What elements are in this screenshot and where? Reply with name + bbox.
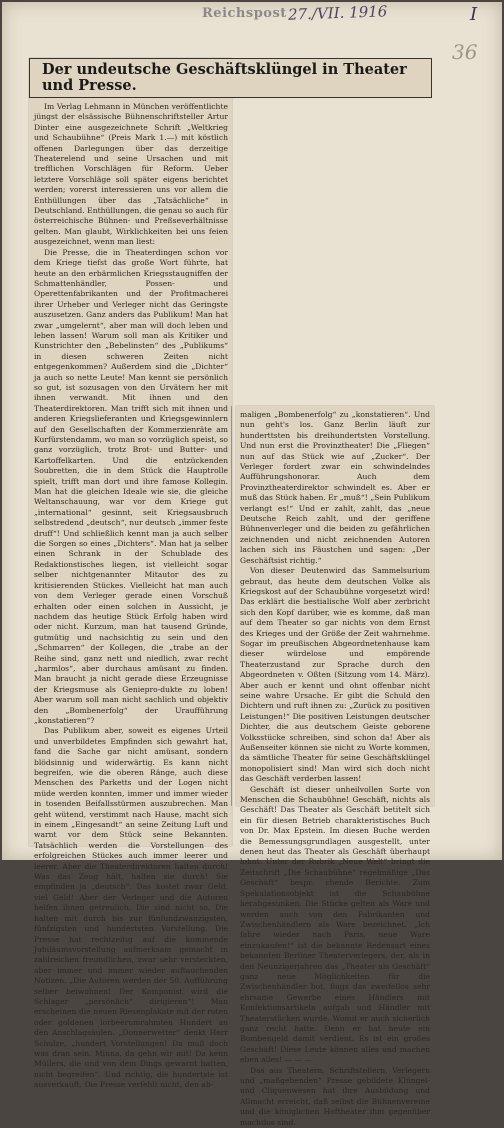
roman-numeral-mark: I (470, 4, 478, 25)
handwritten-date: 27./VII. 1916 (287, 2, 388, 24)
archive-sheet (2, 2, 502, 1127)
paragraph: Im Verlag Lehmann in München veröffentlichte jüngst der elsässische Bühnenschriftsteller Artur Dinter eine ausgezeichnete Schrift „Weltkrieg und Schaubühne“ (Preis Mark 1.—) mit köstlich offenen Darlegungen über das derzeitige Theaterelend und seine Ursachen und mit trefflichen Vorschlägen für Reform. Ueber letztere Vorschläge soll später eigens berichtet werden; vorerst interessieren uns vor allem die Enthüllungen über das „Tatsächliche“ in Deutschland. Enthüllungen, die genau so auch für österreichische Bühnen- und Preßseverhältnisse gelten. Man glaubt, Wirklichkeiten bei uns feien ausgezeichnet, wenn man liest: (34, 102, 228, 247)
paragraph: Das Publikum aber, soweit es eigenes Urteil und unverbildetes Empfinden sich gewahrt hat, fand die Sache gar nicht amüsant, sondern blödsinnig und widerwärtig. Es kann nicht begreifen, wie die oberen Ränge, auch diese Menschen des Parketts und der Logen nicht müde werden konnten, immer und immer wieder in tosenden Beifallsstürmen auszubrechen. Man geht wütend, verstimmt nach Hause, macht sich in einem „Eingesandt“ an seine Zeitung Luft und warnt vor dem Stück seine Bekannten. Tatsächlich werden die Vorstellungen des erfolgreichen Stückes auch immer leerer und leerer. Aber die Theaterdirektoren halten durch! Was das Zeug hält, halten sie durch! Sie empfinden ja „deutsch“. Das kostet zwar Geld, viel Geld! Aber der Verleger und die Autoren helfen ihnen getreulich. Die sind nicht so. Die halten mit durch bis zur fünfundzwanzigsten, fünfzigsten und hundertsten Vorstellung. Die Presse hat rechtzeitig auf die kommende Jubiläumsvorstellung aufmerksam gemacht in zahlreichen freundlichen, zwar sehr versteckten, aber immer und immer wieder auftauchenden Notizen. „Die Autoren werden der 50. Aufführung selber beiwohnen! Der Komponist wird die Schlager „persönlich“ dirigieren“! Man erscheinen die neuen Riesenplakate mit der roten oder goldenen lorbeerumrahmten Hundert an den Anschlagsäulen. „Donnerwetter“ denkt Herr Schulze, „hundert Vorstellungen! Da muß doch was dran sein. Minna, da gehn wir mit! Da kenn Müllers, die und von dem Dings gewarnt hatten, nicht begreifen“. Und richtig, die hundertste ist ausverkauft. Die Presse verfehlt nicht, den ab- (34, 726, 228, 1090)
newspaper-stamp: Reichspost (202, 6, 287, 21)
column-divider (231, 406, 232, 806)
article-left-column (34, 102, 228, 1091)
paragraph: Das aus Theatern, Schriftstellern, Verlegern und „maßgebenden“ Presse gebildete Klüngel- und Cliquenwesen hat ihre Ausbildung und Allmacht erreicht, daß selbst die Bühnenvereine und die königlichen Hoftheater ihm gegenüber machtlos sind. (240, 1065, 430, 1127)
article-right-column (240, 410, 430, 1128)
paragraph: Von dieser Deutenwird das Sammelsurium gebraut, das heute dem deutschen Volke als Kriegskost auf der Schaubühne vorgesetzt wird! Das erklärt die bestialische Wolf aber zerbricht sich den Kopf darüber, wie es komme, daß man auf dem Theater so gar nichts von dem Ernst des Krieges und der Größe der Zeit wahrnehme. Sogar im preußischen Abgeordnetenhause kam dieser würdelose und empörende Theaterzustand zur Sprache durch den Abgeordneten v. Oßten (Sitzung vom 14. März). Aber auch er kennt und ohnt offenbar nicht seine wahre Ursache. Er gibt die Schuld den Dichtern und ruft ihnen zu: „Zurück zu positiven Leistungen!“ Die positiven Leistungen deutscher Dichter, die aus deutschem Geiste geborene Volksstücke schreiben, sind schon da! Aber als Außenseiter können sie nicht zu Worte kommen, da sämtliche Theater für seine Geschäftsklüngel monopolisiert sind! Man wird sich doch nicht das Geschäft verderben lassen! (240, 566, 430, 784)
paragraph: maligen „Bombenerfolg“ zu „konstatieren“. Und nun geht's los. Ganz Berlin läuft zur hunderttsten bis dreihundertsten Vorstellung. Und nun erst die Provinztheater! Die „Fliegen“ nun auf das Stück wie auf „Zucker“. Der Verleger fordert zwar ein schwindelndes Aufführungshonorar. Auch dem Provinztheaterdirektor schwindelt es. Aber er muß das Stück haben. Er „muß“! „Sein Publikum verlangt es!“ Und er zahlt, zahlt, das „neue Deutsche Reich zahlt, und der geriffene Bühnenverleger und die beiden zu gefährlichen zeichnenden und nicht zeichnenden Autoren lachen sich ins Fäustchen und sagen: „Der Geschäftsist richtig.“ (240, 410, 430, 565)
article-title: Der undeutsche Geschäftsklüngel in Theater und Presse. (29, 58, 432, 98)
pencil-number: 36 (452, 40, 478, 64)
paragraph: Geschäft ist dieser unheilvollen Sorte von Menschen die Schaubühne! Geschäft, nichts als Geschäft! Das Theater als Geschäft betitelt sich ein für diesen Betrieb charakteristisches Buch von Dr. Max Epstein. Im diesen Buche werden die Bemessungsgrundlagen ausgestellt, unter denen heut das Theater als Geschäft überhaupt lohnt. Unter der Rubrik „Neue Welt“ bringt die Zeitschrift „Die Schaubühne“ regelmäßige „Das Geschäft“ bespr. chende Berichte. Zum Spekulationsobjekt ist die Schaubühne herabgesunken. Die Stücke gelten als Ware und werden auch von den Fabrikanten und Zwischenhändlern als Ware bezeichnet. „Ich fahre wieder nach Paris, neue Ware einzukaufen!“ ist die bekannte Redensart eines bekannten Berliner Theaterverlegers, der, als in den Neunzigerjahren das „Theater als Geschäft“ ganz neue Möglichkeiten für die Zwischenhändler bot, flugs das zweifellos sehr ehrsame Gewerbe eines Händlers mit Konfektionsartikeln aufgab und Händler mit Theaterstücken wurde. Womit er auch sicherlich ganz recht hatte. Denn er hat heute ein Bombengeld damit verdient. Es ist ein großes Geschäft! Diese Leute können alles und machen eben alles! — — — (240, 784, 430, 1065)
paragraph: Die Presse, die in Theaterdingen schon vor dem Kriege tiefst das große Wort führte, hat heute an den erbärmlichen Kriegsstaugniffen der Schmattenhändler, Possen- und Operettenfabrikanten und der Profitmacherei ihrer Urheber und Verleger nicht das Geringste auszusetzen. Ganz anders das Publikum! Man hat zwar „umgelernt“, aber man will doch leben und leben lassen! Warum soll man als Kritiker und Kunstrichter den „Bebelinsten“ des „Publikums“ in diesen schweren Zeiten nicht entgegenkommen? Außerdem sind die „Dichter“ ja auch so nette Leute! Man kennt sie persönlich so gut, ist sozusagen von den Urvätern her mit ihnen verwandt. Mit ihnen und den Theaterdirektoren. Man trifft sich mit ihnen und anderen Kriegslieferanten und Kriegsgewinnlern auf den Gesellschaften der Kommerzienräte am Kurfürstendamm, wo man so vorzüglich speist, so ganz vorzüglich, trotz Brot- und Butter- und Kartoffelkarten. Und die entzückenden Soubretten, die in dem Stück die Hauptrolle spielt, trifft man dort und ihre famose Kollegin. Man hat die gleichen Ideale wie sie, die gleiche Weltanschauung, war vor dem Kriege gut „international“ gesinnt, seit Kriegsausbruch selbstredend „deutsch“, nur deutsch „immer feste druff“! Und schließlich kennt man ja auch selber die Sorgen so eines „Dichters“. Man hat ja selber einen Schrank in der Schublade des Redaktionstisches liegen, ist vielleicht sogar selber nichtgenannter Mitautor des zu kritisierenden Stückes. Vielleicht hat man auch von dem Verleger gerade einen Vorschuß erhalten oder einen solchen in Aussicht, je nachdem das heutige Stück Erfolg haben wird oder nicht. Kurzum, man hat tausend Gründe, gutmütig und nachsichtig zu sein und den „Schmarren“ der Kollegen, die „trabe an der Reihe sind, ganz nett und niedlich, zwar recht „harmlos“, aber durchaus amüsant zu finden. Man braucht ja nicht gerade diese Erzeugnisse der Kriegsmuse als Geniepro-dukte zu loben! Aber warum soll man nicht sachlich und objektiv den „Bombenerfolg“ der Uraufführung „konstatieren“? (34, 247, 228, 725)
